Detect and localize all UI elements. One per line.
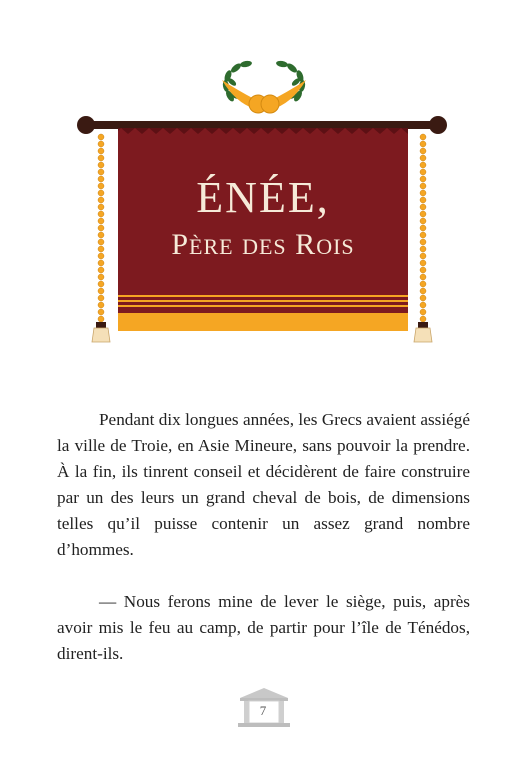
paragraph: Pendant dix longues années, les Grecs avaient assiégé la ville de Troie, en Asie Mineure, sans pouvoir la prendre. À la fin, ils tinrent conseil et décidèrent de faire construire par un des leurs un grand cheval de bois, de dimensions telles qu’il puisse contenir un assez grand nombre d’hommes.	[57, 410, 470, 559]
title-cap: R	[295, 228, 317, 261]
title-smallcaps: ÈRE	[189, 234, 234, 259]
title-cap: P	[171, 228, 190, 261]
chapter-title-line2	[118, 228, 408, 262]
title-smallcaps: DES	[242, 234, 287, 259]
rod-left-finial	[77, 116, 95, 134]
left-bead-cord	[98, 134, 104, 322]
banner-stripe	[118, 300, 408, 302]
right-bead-cord	[420, 134, 426, 322]
laurel-wreath-icon	[222, 60, 306, 113]
banner-rod	[86, 121, 438, 129]
banner-stripe	[118, 295, 408, 297]
page-number: 7	[259, 703, 267, 718]
chapter-body	[57, 407, 470, 693]
banner-gold-band	[118, 313, 408, 331]
title-smallcaps: OIS	[316, 234, 355, 259]
chapter-title-line1: ÉNÉE,	[196, 173, 330, 222]
paragraph: — Nous ferons mine de lever le siège, puis, après avoir mis le feu au camp, de partir pour l’île de Ténédos, dirent-ils.	[57, 592, 470, 663]
right-tassel	[414, 322, 432, 342]
left-tassel	[92, 322, 110, 342]
banner-stripe	[118, 305, 408, 307]
rod-right-finial	[429, 116, 447, 134]
